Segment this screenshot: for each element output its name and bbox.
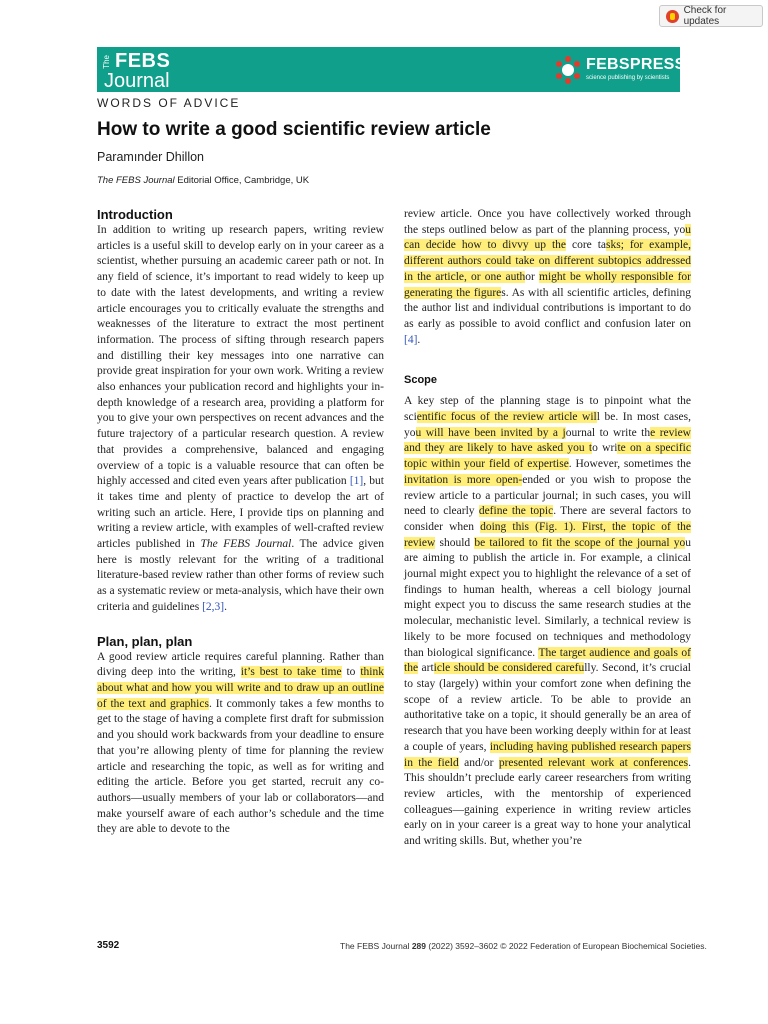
text-span: art: [418, 662, 434, 675]
highlighted-text: think about what and how you will write and to draw up an outline of the text and graphics: [97, 666, 384, 710]
scope-heading: Scope: [404, 374, 438, 387]
text-span: to: [341, 666, 361, 679]
section-label: WORDS OF ADVICE: [97, 96, 241, 110]
highlighted-text: define the topic: [478, 505, 554, 518]
text-span: A key step of the planning stage is to pinpoint what the sci: [404, 395, 691, 424]
text-span: . However, sometimes the: [568, 458, 691, 471]
footer-citation: [340, 941, 707, 951]
highlighted-text: entific focus of the review article wil: [416, 411, 597, 424]
text-span: A good review article requires careful planning. Rather than diving deep into the writing,: [97, 650, 384, 679]
plan-heading: Plan, plan, plan: [97, 633, 193, 649]
highlighted-text: doing this (Fig. 1). First, the topic of the review: [404, 520, 691, 549]
plan-paragraph: [97, 650, 384, 838]
febs-press-dots-icon: [553, 55, 583, 85]
febs-press-name: FEBSPRESS: [586, 56, 686, 73]
text-span: . It commonly takes a few months to get to the stage of having a complete first draft for submission and you should work backwards from your deadline to ensure that you’re allowing plenty of time for planning the review article and researching the topic, as well as for writing and editing the article. Before you get started, recruit any co-authors—usually members of your lab or collaborators—and make yourself aware of each author’s schedule and the time they are able to devote to the: [97, 697, 385, 836]
left-column: [97, 207, 384, 838]
footer-volume: 289: [411, 941, 426, 951]
text-span: should: [435, 536, 475, 549]
logo-the: The: [102, 55, 111, 69]
check-for-updates-button[interactable]: [659, 5, 763, 27]
introduction-heading: Introduction: [97, 207, 173, 222]
text-span: o wri: [592, 442, 618, 455]
text-span: review article. Once you have collectively worked through the steps outlined below as part of the planning process, yo: [404, 208, 691, 236]
journal-name-italic: The FEBS Journal: [200, 538, 292, 551]
highlighted-text: invitation is more open-: [404, 473, 523, 486]
introduction-paragraph: [97, 223, 384, 616]
highlighted-text: presented relevant work at conferences: [498, 756, 689, 769]
logo-febs: FEBS: [115, 50, 171, 72]
page-number: 3592: [97, 940, 120, 951]
journal-header-band: [97, 47, 686, 92]
text-span: .: [224, 600, 227, 613]
highlighted-text: sks; for example, different authors could take on different subtopics addressed in the article, or one auth: [404, 239, 691, 283]
author-name: Paramınder Dhillon: [97, 150, 204, 164]
text-span: . The advice given here is mostly relevant for the writing of a traditional literature-based review rather than other forms of review such as a systematic review or meta-analysis, which have their own criteria and guidelines: [97, 538, 384, 613]
text-span: and/or: [458, 756, 499, 769]
footer-journal: The FEBS Journal: [340, 941, 412, 951]
febs-press-tagline: science publishing by scientists: [586, 75, 670, 81]
highlighted-text: including having published research papers in the field: [404, 740, 691, 769]
citation-link[interactable]: [1]: [349, 475, 364, 488]
text-span: . This shouldn’t preclude early career researchers from writing review articles, with the mentorship of experienced colleagues—gaining experience in writing review articles early on in your career is a great way to hone your analytical and writing skills. But, whether you’re: [404, 756, 691, 848]
text-span: , but it takes time and plenty of practice to develop the art of writing such an article. Here, I provide tips on planning and writing a review article, with examples of well-crafted review articles published in: [97, 475, 384, 551]
citation-link[interactable]: [2,3]: [202, 600, 225, 613]
affiliation-rest: Editorial Office, Cambridge, UK: [174, 175, 310, 186]
febs-press-logo: [553, 53, 686, 87]
text-span: lly. Second, it’s crucial to stay (largely) within your comfort zone when defining the scope of a review article. To be able to provide an authoritative take on a topic, it should generally be an area of research that you have been working deeply within for at least a couple of years,: [404, 662, 691, 753]
text-span: ournal to write th: [565, 426, 651, 439]
scope-paragraph: [404, 394, 691, 849]
text-span: u are aiming to publish the article in. For example, a clinical journal might expect you to highlight the relevance of a set of findings to human health, whereas a cell biology journal might expect you to discuss the same research studies at the molecular, mechanistic level. Similarly, a technical review is likely to be more focused on techniques and methodology than biological significance.: [404, 536, 691, 659]
text-span: ended or you wish to propose the review article to a particular journal; in such cases, you will need to clearly: [404, 473, 691, 518]
text-span: l be. In most cases, yo: [404, 411, 692, 439]
citation-link[interactable]: [4]: [404, 333, 418, 346]
highlighted-text: te on a specific topic within your field of expertise: [404, 442, 691, 471]
highlighted-text: e review and they are likely to have asked you t: [404, 426, 691, 455]
affiliation-journal: The FEBS Journal: [97, 175, 175, 186]
text-span: . There are several factors to consider when: [404, 505, 691, 533]
footer-copyright: (2022) 3592–3602 © 2022 Federation of European Biochemical Societies.: [426, 941, 707, 951]
right-column: [404, 207, 691, 850]
plan-continued-paragraph: [404, 207, 691, 348]
author-affiliation: [97, 175, 309, 186]
highlighted-text: u can decide how to divvy up the: [404, 223, 691, 252]
article-title: How to write a good scientific review article: [97, 119, 491, 140]
text-span: s. As with all scientific articles, defining the author list and individual contributions is important to do as early as possible to avoid conflict and confusion later on: [404, 286, 691, 330]
text-span: .: [417, 333, 421, 346]
text-span: or: [525, 270, 539, 283]
text-span: In addition to writing up research papers, writing review articles is a useful skill to develop early on in your career as a scientist, whether pursuing an academic career path or not. In any field of science, it’s important to read widely to keep up to date with the latest developments, and writing a review article encourages you to critically evaluate the strengths and weaknesses of the literature to extract the most pertinent information. The process of sifting through research papers and distilling their key messages into one narrative can provide great inspiration for your own work. Writing a review also enhances your publication record and highlights your in-depth knowledge of a research area, providing a platform for you to give your own perspectives on recent advances and the future trajectory of a particular research question. A review that provides a comprehensive, balanced and engaging overview of a topic is a valuable resource that can often be highly accessed and cited even years after publication: [97, 224, 384, 488]
highlighted-text: it’s best to take time: [240, 666, 342, 679]
logo-journal: Journal: [104, 70, 170, 92]
highlighted-text: might be wholly responsible for generating the figure: [404, 270, 691, 299]
crossmark-icon: [666, 10, 679, 23]
highlighted-text: be tailored to fit the scope of the journal yo: [474, 536, 686, 549]
text-span: core ta: [566, 239, 606, 252]
check-for-updates-label: Check for updates: [683, 5, 727, 27]
highlighted-text: icle should be considered carefu: [433, 662, 585, 675]
highlighted-text: u will have been invited by a j: [415, 426, 566, 439]
highlighted-text: The target audience and goals of the: [404, 646, 692, 675]
